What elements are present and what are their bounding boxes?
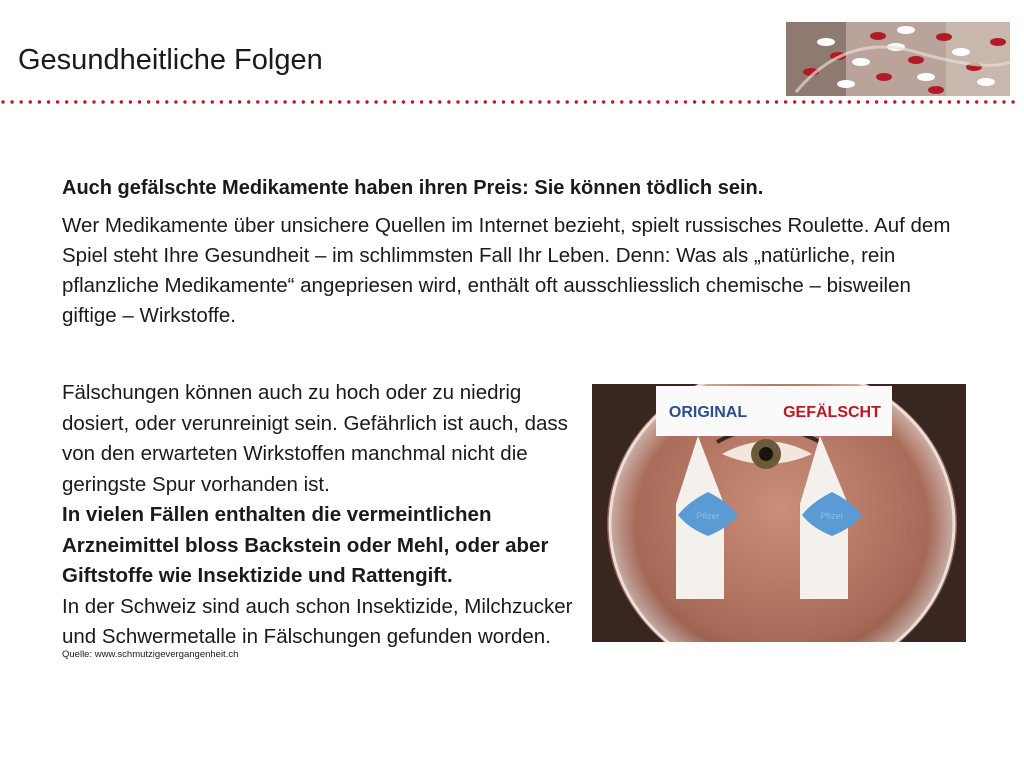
para2-switzerland: In der Schweiz sind auch schon Insektizide, Milchzucker und Schwermetalle in Fälschungen gefunden worden. [62,594,573,648]
original-vs-fake-pill-photo [592,384,966,642]
lead-statement: Auch gefälschte Medikamente haben ihren Preis: Sie können tödlich sein. [62,177,764,199]
para2-intro: Fälschungen können auch zu hoch oder zu niedrig dosiert, oder verunreinigt sein. Gefährlich ist auch, dass von den erwarteten Wirkstoffen manchmal nicht die geringste Spur vorhanden ist. [62,381,568,496]
paragraph-internet-risk: Wer Medikamente über unsichere Quellen im Internet bezieht, spielt russisches Roulette. Auf dem Spiel steht Ihre Gesundheit – im schlimmsten Fall Ihr Leben. Denn: Was als „natürliche, rein pflanzliche Medikamente“ angepriesen wird, enthält oft ausschliesslich chemische – bisweilen giftige – Wirkstoffe. [62,214,951,327]
pill-fake-mark: Pfizer [820,511,844,521]
source-citation: Quelle: www.schmutzigevergangenheit.ch [62,648,239,660]
main-text [62,173,962,353]
label-original: ORIGINAL [668,404,748,421]
slide-title: Gesundheitliche Folgen [18,44,323,76]
label-fake: GEFÄLSCHT [783,404,881,421]
para2-bold-warning: In vielen Fällen enthalten die vermeintlichen Arzneimittel bloss Backstein oder Mehl, oder aber Giftstoffe wie Insektizide und Rattengift. [62,503,549,587]
pill-original-mark: Pfizer [696,511,720,521]
header-pills-image [786,22,1010,96]
paragraph-counterfeit-details [62,378,592,661]
dotted-divider [0,99,1024,105]
